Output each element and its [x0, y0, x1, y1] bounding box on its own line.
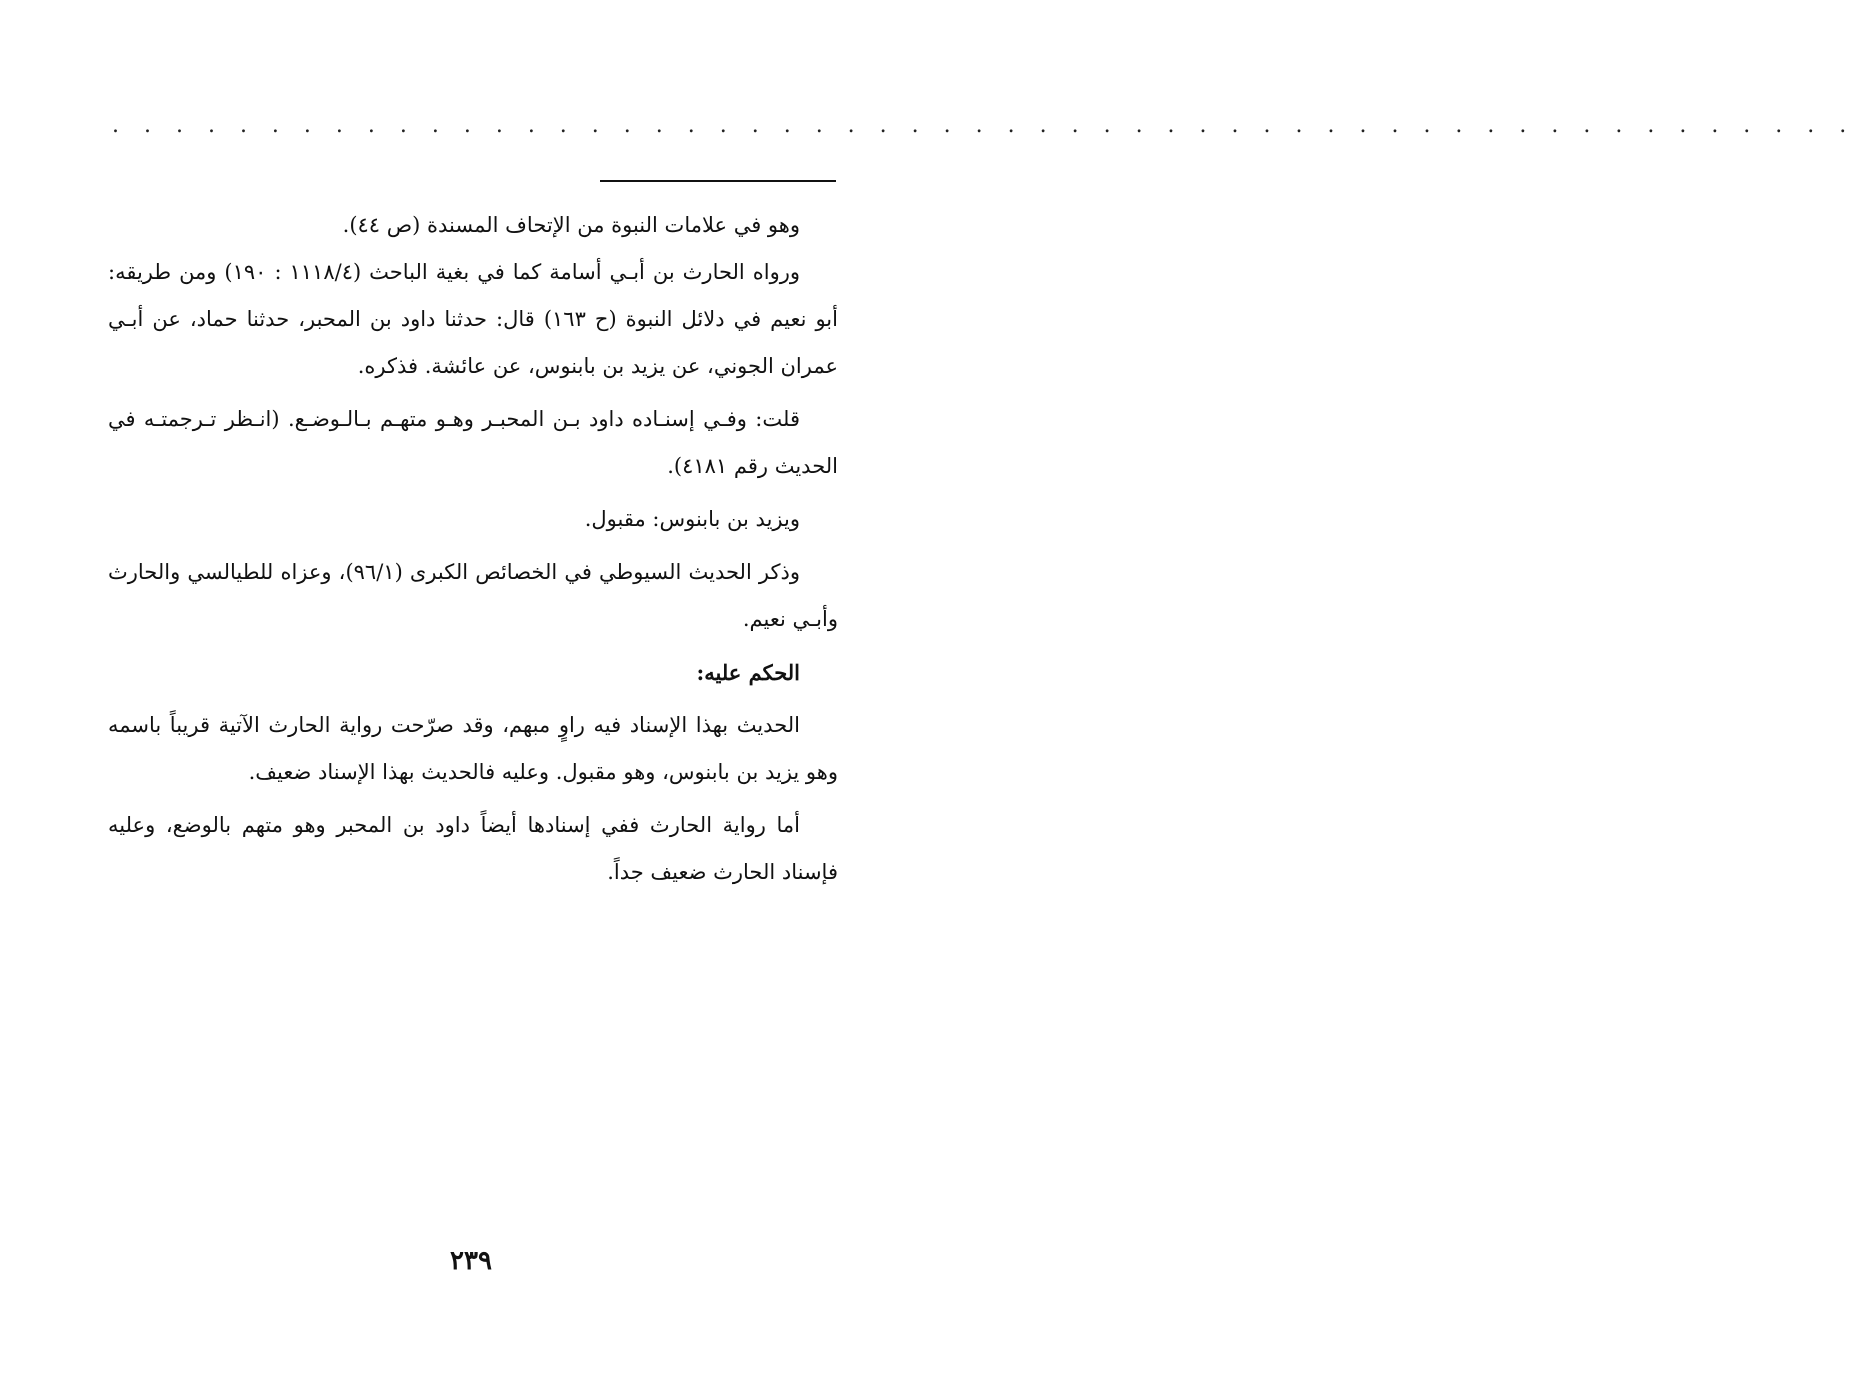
paragraph-yazid-status: ويزيد بن بابنوس: مقبول.	[584, 507, 800, 531]
ruling-heading: الحكم عليه:	[696, 660, 800, 685]
paragraph-harith-narration: ورواه الحارث بن أبـي أسامة كما في بغية الباحث (١١١٨/٤ : ١٩٠) ومن طريقه: أبو نعيم في دلائل النبوة (ح ١٦٣) قال: حدثنا داود بن المحبر، حدثنا حماد، عن أبـي عمران الجوني، عن يزيد بن بابنوس، عن عائشة. فذكره.	[108, 260, 838, 378]
ruling-paragraph-harith: أما رواية الحارث ففي إسنادها أيضاً داود بن المحبر وهو متهم بالوضع، وعليه فإسناد الحارث ضعيف جداً.	[108, 813, 838, 884]
ruling-paragraph-isnad: الحديث بهذا الإسناد فيه راوٍ مبهم، وقد صرّحت رواية الحارث الآتية قريباً باسمه وهو يزيد بن بابنوس، وهو مقبول. وعليه فالحديث بهذا الإسناد ضعيف.	[108, 713, 838, 784]
paragraph-suyuti-reference: وذكر الحديث السيوطي في الخصائص الكبرى (٩٦/١)، وعزاه للطيالسي والحارث وأبـي نعيم.	[108, 560, 838, 631]
page-body	[108, 202, 838, 902]
paragraph-isnad-note: قلت: وفـي إسنـاده داود بـن المحبـر وهـو متهـم بـالـوضـع. (انـظر تـرجمتـه في الحديث رقم ٤١٨١).	[108, 407, 838, 478]
page-number: ٢٣٩	[450, 1246, 492, 1276]
footnote-rule	[600, 180, 836, 182]
paragraph-ithaf-reference: وهو في علامات النبوة من الإتحاف المسندة (ص ٤٤).	[342, 213, 800, 237]
dotted-separator: . . . . . . . . . . . . . . . . . . . . . . . . . . . . . . . . . . . . . . . . . . . . . . . . . . . . . . .	[112, 113, 1855, 138]
